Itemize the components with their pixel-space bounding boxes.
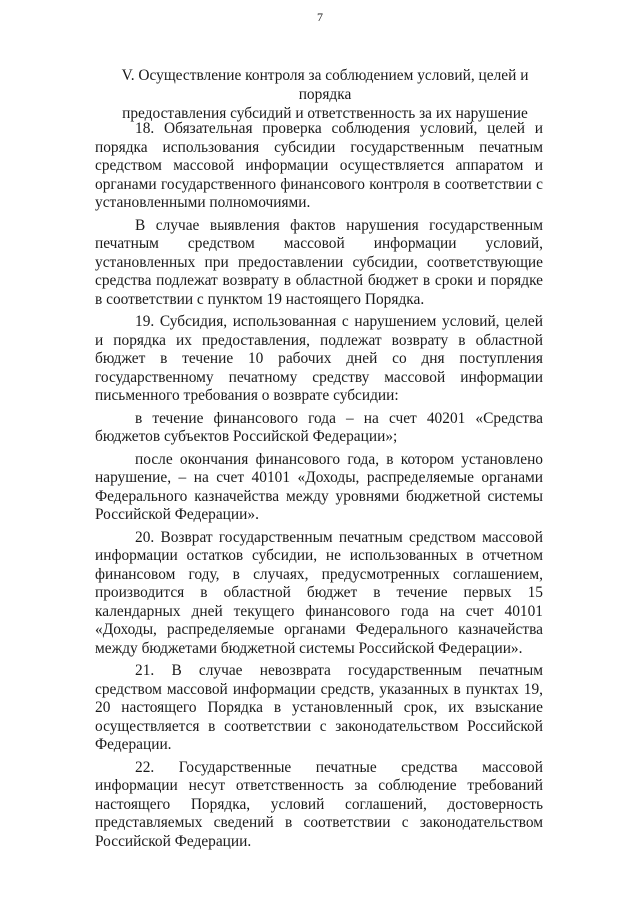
document-body [95, 120, 543, 851]
paragraph-18-violation: В случае выявления фактов нарушения государственным печатным средством массовой информации условий, установленных при предоставлении субсидии, соответствующие средства подлежат возврату в областной бюджет в сроки и порядке в соответствии с пунктом 19 настоящего Порядка. [95, 216, 543, 308]
section-title-line-2: предоставления субсидий и ответственность за их нарушение [122, 105, 528, 122]
section-title-line-1: V. Осуществление контроля за соблюдением условий, целей и порядка [121, 67, 529, 103]
section-title [100, 66, 550, 123]
paragraph-21: 21. В случае невозврата государственным печатным средством массовой информации средств, указанных в пунктах 19, 20 настоящего Порядка в установленный срок, их взыскание осуществляется в соответствии с законодательством Российской Федерации. [95, 662, 543, 753]
paragraph-19-after-year: после окончания финансового года, в котором установлено нарушение, – на счет 40101 «Доходы, распределяемые органами Федерального казначейства между уровнями бюджетной системы Российской Федерации». [95, 450, 543, 523]
paragraph-22: 22. Государственные печатные средства массовой информации несут ответственность за соблюдение требований настоящего Порядка, условий соглашений, достоверность представляемых сведений в соответствии с законодательством Российской Федерации. [95, 758, 543, 850]
paragraph-19: 19. Субсидия, использованная с нарушением условий, целей и порядка их предоставления, подлежат возврату в областной бюджет в течение 10 рабочих дней со дня поступления государственному печатному средству массовой информации письменного требования о возврате субсидии: [95, 313, 543, 404]
paragraph-19-current-year: в течение финансового года – на счет 40201 «Средства бюджетов субъектов Российской Федерации»; [95, 409, 543, 445]
paragraph-20: 20. Возврат государственным печатным средством массовой информации остатков субсидии, не использованных в отчетном финансовом году, в случаях, предусмотренных соглашением, производится в областной бюджет в течение первых 15 календарных дней текущего финансового года на счет 40101 «Доходы, распределяемые органами Федерального казначейства между бюджетами бюджетной системы Российской Федерации». [95, 528, 543, 657]
paragraph-18: 18. Обязательная проверка соблюдения условий, целей и порядка использования субсидии государственным печатным средством массовой информации осуществляется аппаратом и органами государственного финансового контроля в соответствии с установленными полномочиями. [95, 120, 543, 211]
page-number: 7 [317, 10, 323, 24]
